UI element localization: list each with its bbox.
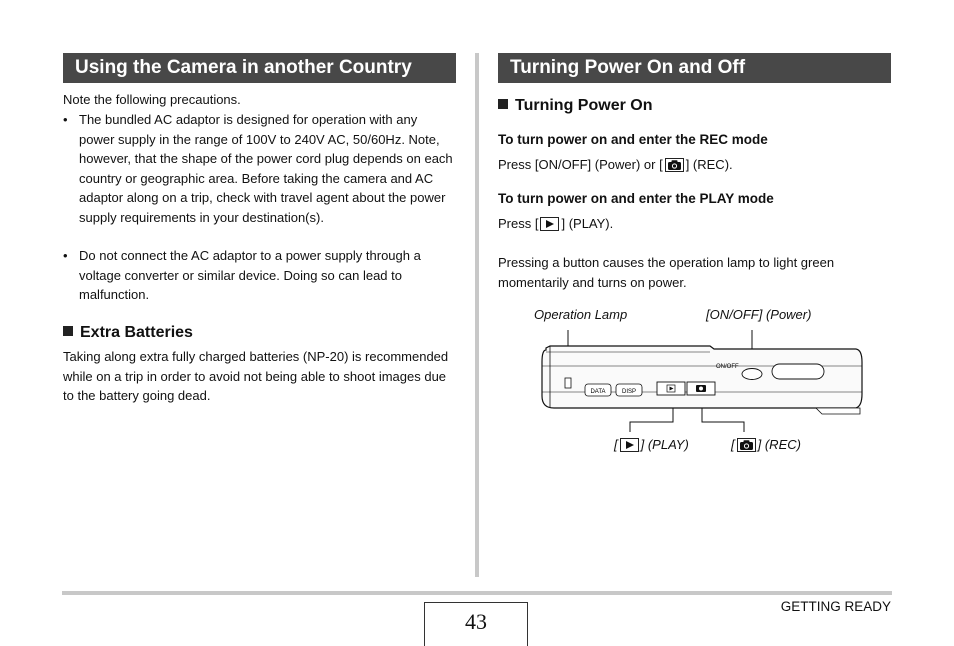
text-part: ] (PLAY) [640, 437, 689, 452]
bullet-dot: • [63, 112, 68, 127]
power-note: Pressing a button causes the operation lamp to light green momentarily and turns on power. [498, 255, 835, 290]
rec-mode-heading: To turn power on and enter the REC mode [498, 132, 768, 147]
play-mode-text [498, 214, 613, 234]
bullet-dot: • [63, 248, 68, 263]
rec-button-label [731, 437, 801, 453]
text-part: [ [614, 437, 618, 452]
data-button-label: DATA [590, 389, 606, 395]
column-divider [475, 53, 479, 577]
play-icon [540, 217, 559, 231]
text-part: Press [ON/OFF] (Power) or [ [498, 157, 663, 172]
operation-lamp-label: Operation Lamp [534, 307, 628, 322]
intro-text: Note the following precautions. [63, 92, 241, 107]
extra-batteries-heading [63, 323, 193, 343]
square-bullet-icon [63, 326, 73, 336]
extra-batteries-text: Taking along extra fully charged batteries (NP-20) is recommended while on a trip in order to avoid not being able to shoot images due to the battery going dead. [63, 349, 449, 403]
play-mode-heading: To turn power on and enter the PLAY mode [498, 191, 774, 206]
turning-power-on-heading [498, 96, 652, 116]
section-banner-left: Using the Camera in another Country [63, 53, 456, 83]
heading-text: Extra Batteries [80, 324, 193, 341]
disp-button-label: DISP [621, 389, 637, 395]
play-icon [620, 438, 639, 452]
text-part: ] (REC). [685, 157, 733, 172]
text-part: [ [731, 437, 735, 452]
play-button-label [614, 437, 689, 453]
heading-text: Turning Power On [515, 97, 653, 114]
square-bullet-icon [498, 99, 508, 109]
text-part: ] (REC) [757, 437, 801, 452]
section-name: GETTING READY [780, 599, 891, 614]
text-part: ] (PLAY). [561, 216, 614, 231]
camera-icon [737, 438, 756, 452]
camera-top-view-diagram [530, 322, 870, 434]
rec-mode-text [498, 155, 733, 175]
text-part: Press [ [498, 216, 539, 231]
page-number: 43 [424, 602, 528, 646]
camera-icon [665, 158, 684, 172]
power-button-label: [ON/OFF] (Power) [706, 307, 812, 322]
onoff-label: ON/OFF [716, 364, 739, 370]
section-banner-right: Turning Power On and Off [498, 53, 891, 83]
bullet-text: The bundled AC adaptor is designed for operation with any power supply in the range of 100V to 240V AC, 50/60Hz. Note, however, that the shape of the power cord plug depends on each country or geographic area. Before taking the camera and AC adaptor along on a trip, check with travel agent about the power supply requirements in your destination(s). [79, 112, 453, 225]
bullet-text: Do not connect the AC adaptor to a power supply through a voltage converter or similar device. Doing so can lead to malfunction. [79, 248, 421, 302]
footer-rule [62, 591, 892, 595]
